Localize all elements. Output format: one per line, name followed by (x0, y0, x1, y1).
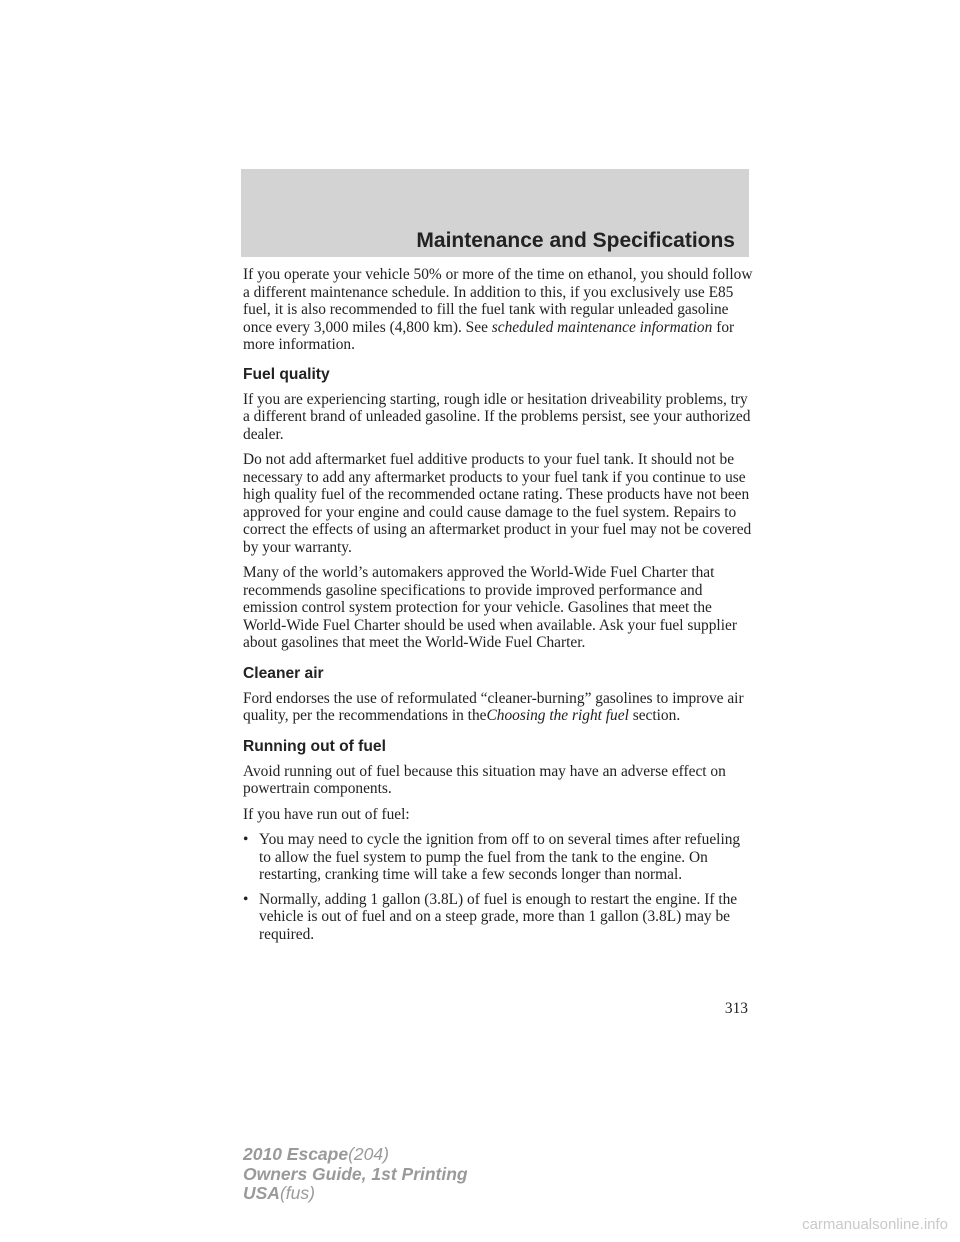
footer-region-code: (fus) (279, 1183, 315, 1203)
intro-text: If you operate your vehicle 50% or more of the time on ethanol, you should follow a different maintenance schedule. In addition to this, if you exclusively use E85 fuel, it is also recommended to fill the fuel tank with regular unleaded gasoline once every 3,000 miles (4,800 km). See (243, 266, 753, 336)
section-header-band (241, 169, 749, 257)
page-number: 313 (724, 1000, 748, 1017)
bullet-icon: • (243, 831, 249, 848)
cleaner-air-heading: Cleaner air (243, 664, 324, 682)
footer-guide-line: Owners Guide, 1st Printing (243, 1163, 468, 1184)
cleaner-air-text: Ford endorses the use of reformulated “cleaner-burning” gasolines to improve air quality, per the recommendations in the (243, 689, 744, 724)
list-item (243, 831, 753, 884)
section-title: Maintenance and Specifications (416, 229, 735, 252)
list-item-text: You may need to cycle the ignition from off to on several times after refueling to allow the fuel system to pump the fuel from the tank to the engine. On restarting, cranking time will take a few seconds longer than normal. (259, 831, 741, 883)
page-content (243, 266, 753, 950)
cleaner-air-tail: section. (632, 707, 681, 724)
running-out-paragraph-2: If you have run out of fuel: (243, 805, 410, 823)
fuel-quality-heading: Fuel quality (243, 365, 330, 383)
footer-region: USA (243, 1183, 280, 1203)
cleaner-air-paragraph (243, 690, 753, 725)
list-item-text: Normally, adding 1 gallon (3.8L) of fuel is enough to restart the engine. If the vehicle is out of fuel and on a steep grade, more than 1 gallon (3.8L) may be required. (259, 890, 738, 943)
fuel-quality-paragraph-1: If you are experiencing starting, rough idle or hesitation driveability problems, try a different brand of unleaded gasoline. If the problems persist, see your authorized dealer. (243, 390, 751, 443)
site-watermark: carmanualsonline.info (802, 1216, 948, 1233)
list-item (243, 891, 753, 944)
footer-region-line (243, 1184, 468, 1204)
fuel-quality-paragraph-3: Many of the world’s automakers approved the World-Wide Fuel Charter that recommends gasoline specifications to provide improved performance and emission control system protection for your vehicle. Gasolines that meet the World-Wide Fuel Charter should be used when available. Ask your fuel supplier about gasolines that meet the World-Wide Fuel Charter. (243, 564, 737, 651)
bullet-icon: • (243, 890, 249, 908)
running-out-heading: Running out of fuel (243, 737, 386, 755)
print-footer (243, 1145, 468, 1204)
intro-paragraph (243, 266, 753, 354)
fuel-quality-paragraph-2: Do not add aftermarket fuel additive products to your fuel tank. It should not be necessary to add any aftermarket products to your fuel tank if you continue to use high quality fuel of the recommended octane rating. These products have not been approved for your engine and could cause damage to the fuel system. Repairs to correct the effects of using an aftermarket product in your fuel may not be covered by your warranty. (243, 451, 752, 556)
footer-model-code: (204) (348, 1144, 389, 1164)
footer-model: 2010 Escape (243, 1144, 349, 1164)
running-out-paragraph-1: Avoid running out of fuel because this situation may have an adverse effect on powertrain components. (243, 762, 726, 797)
scheduled-maintenance-reference: scheduled maintenance information (491, 318, 713, 336)
running-out-list (243, 831, 753, 943)
intro-tail: for more information. (243, 318, 735, 353)
footer-model-line (243, 1145, 468, 1165)
choosing-right-fuel-reference: Choosing the right fuel (486, 707, 629, 724)
